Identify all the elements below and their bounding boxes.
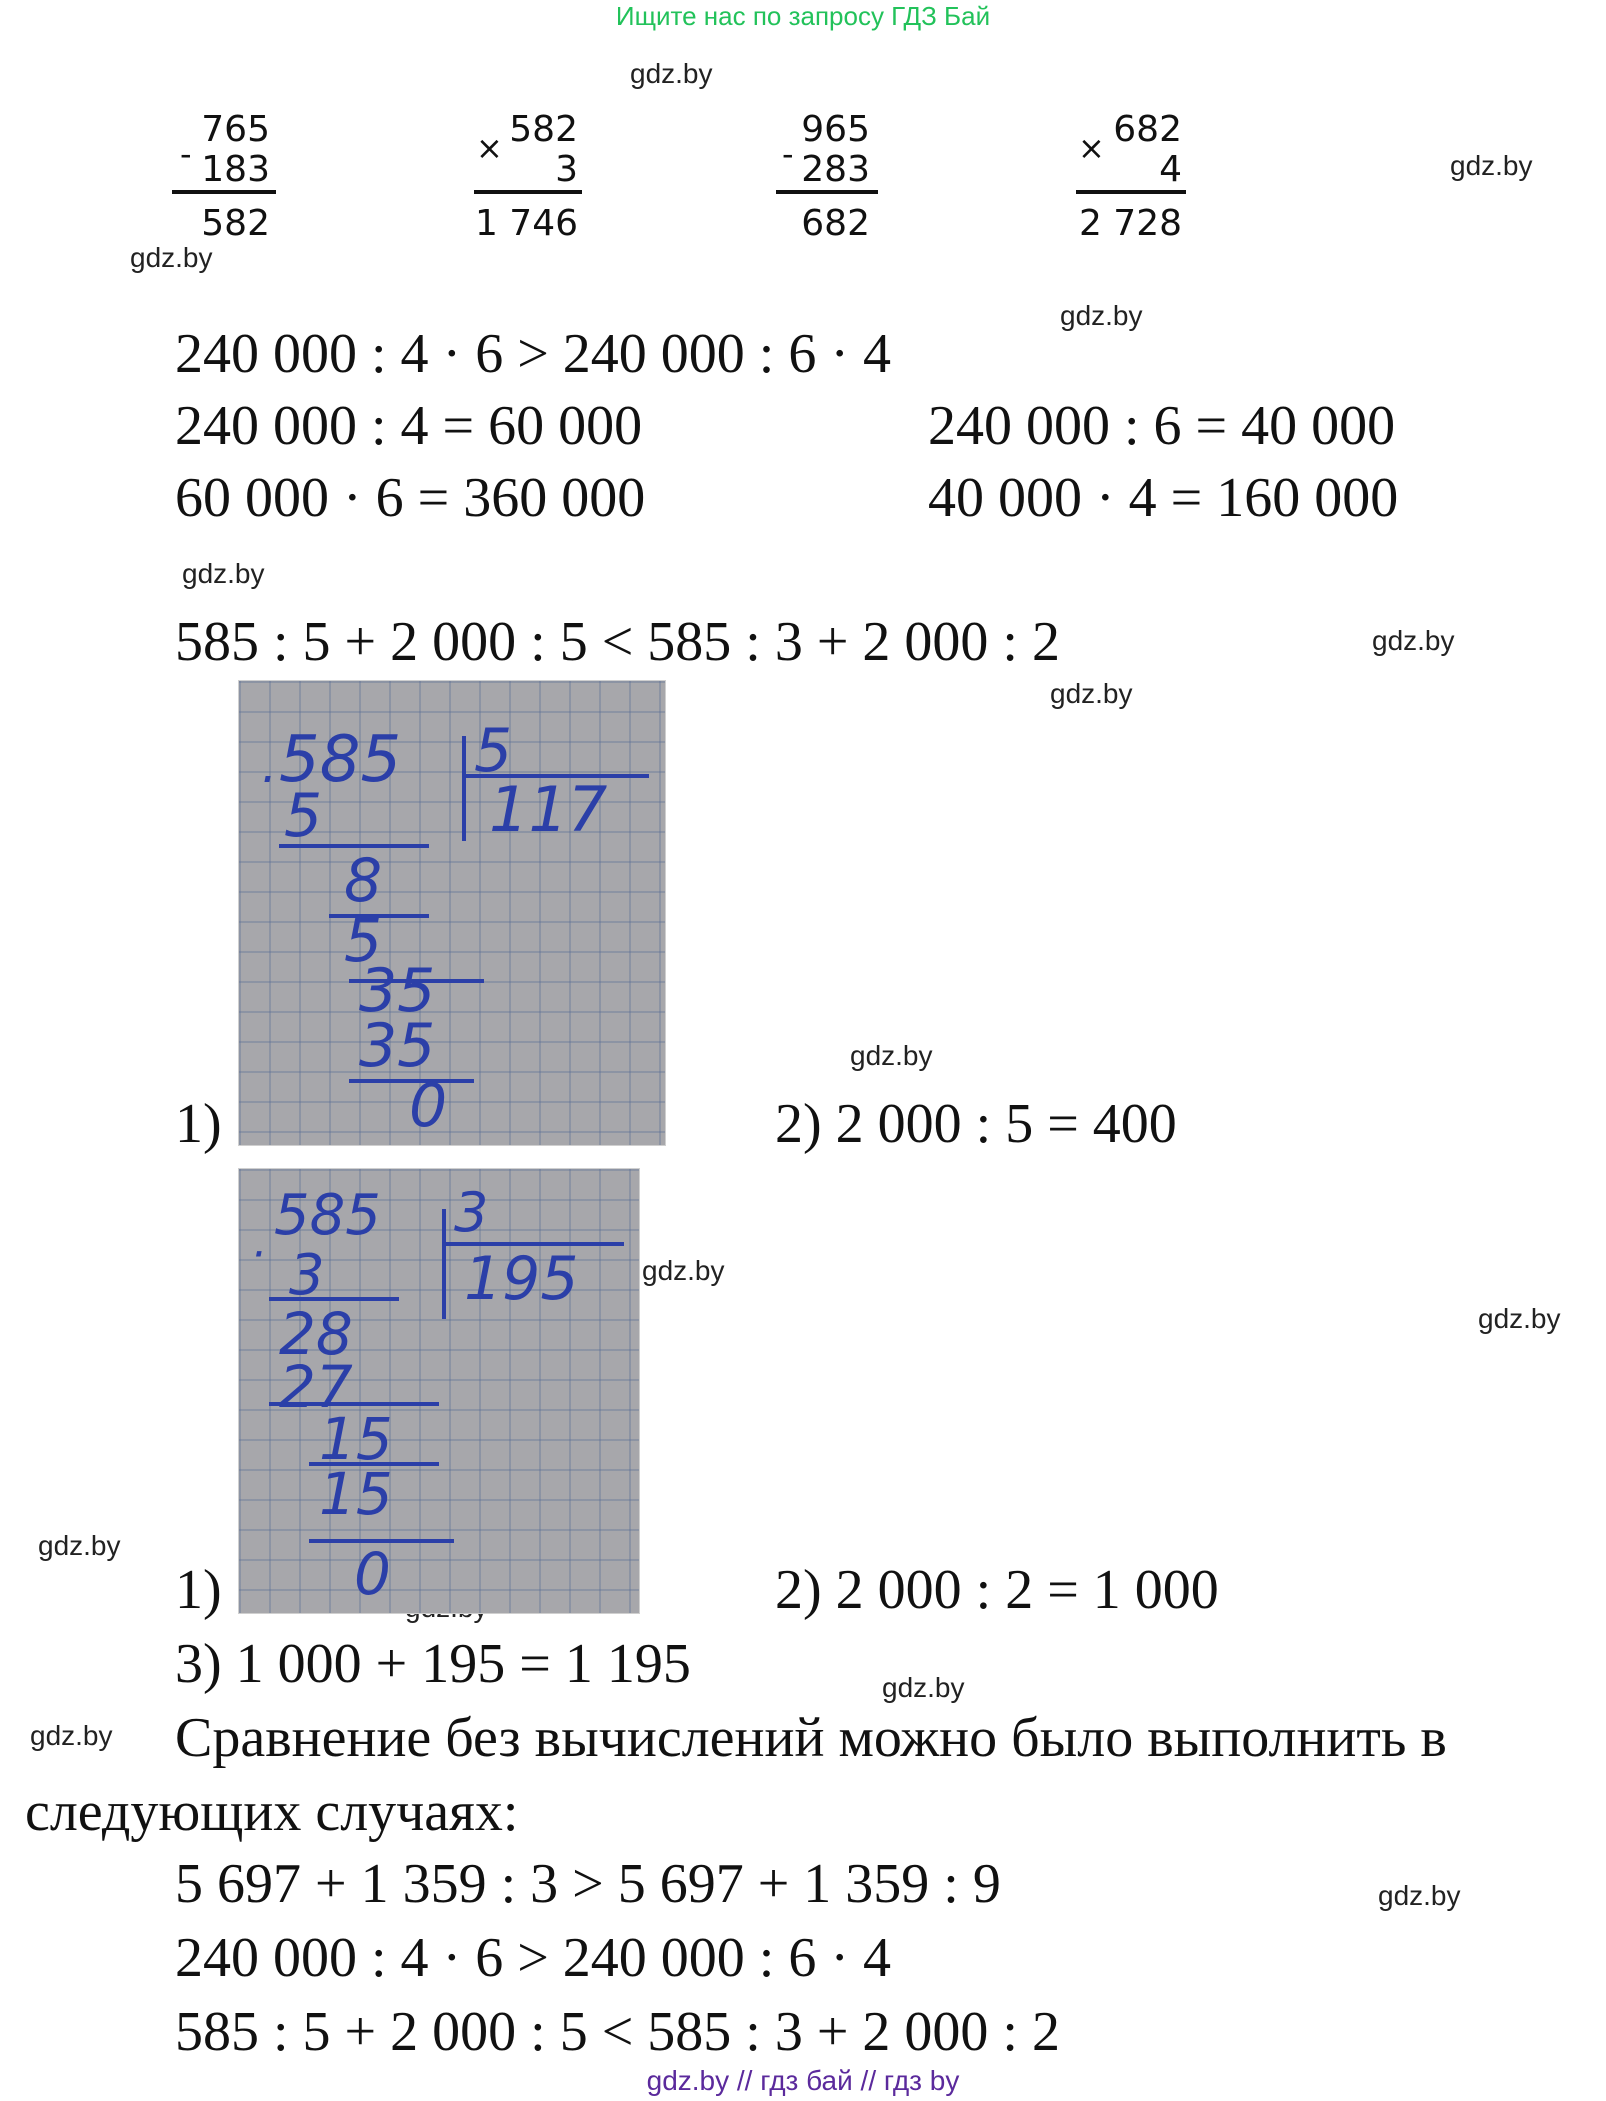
quotient: 117 xyxy=(489,773,608,846)
watermark: gdz.by xyxy=(850,1040,933,1071)
result-rule xyxy=(776,190,878,194)
operand-bottom: 4 xyxy=(1159,149,1182,190)
expression-comparison: 5 697 + 1 359 : 3 > 5 697 + 1 359 : 9 xyxy=(175,1853,1001,1915)
division-step: 28 xyxy=(279,1300,353,1368)
long-division-photo xyxy=(238,1168,640,1614)
division-step: 35 xyxy=(359,1011,436,1081)
operand-bottom: 183 xyxy=(201,149,270,190)
dividend: 585 xyxy=(279,723,402,797)
dividend: 585 xyxy=(274,1183,381,1248)
operation-result: 582 xyxy=(201,203,270,244)
calculation-line: 60 000 · 6 = 360 000 xyxy=(175,467,646,529)
watermark: gdz.by xyxy=(1378,1880,1461,1911)
watermark: gdz.by xyxy=(1050,678,1133,709)
operation-result: 1 746 xyxy=(474,203,578,244)
calculation-line: 2) 2 000 : 2 = 1 000 xyxy=(775,1559,1219,1621)
watermark: gdz.by xyxy=(182,558,265,589)
division-step: 27 xyxy=(279,1353,353,1421)
operation-sign: × xyxy=(476,129,503,167)
division-step: 8 xyxy=(344,846,383,916)
watermark: gdz.by xyxy=(882,1672,965,1703)
calculation-line: 240 000 : 4 = 60 000 xyxy=(175,395,643,457)
watermark: gdz.by xyxy=(130,242,213,273)
watermark: gdz.by xyxy=(1450,150,1533,181)
quotient: 195 xyxy=(464,1244,579,1314)
divisor: 5 xyxy=(474,716,513,786)
result-rule xyxy=(172,190,276,194)
division-step: 0 xyxy=(409,1071,448,1141)
top-banner: Ищите нас по запросу ГДЗ Бай xyxy=(615,1,991,31)
minus-sign: · xyxy=(259,752,275,808)
operand-top: 965 xyxy=(801,109,870,150)
watermark: gdz.by xyxy=(1478,1303,1561,1334)
calculation-line: 240 000 : 6 = 40 000 xyxy=(928,395,1396,457)
step-label: 1) xyxy=(175,1559,222,1621)
watermark: gdz.by xyxy=(30,1720,113,1751)
conclusion-text: Сравнение без вычислений можно было выполнить в xyxy=(175,1707,1447,1769)
operation-result: 2 728 xyxy=(1078,203,1182,244)
operand-top: 682 xyxy=(1113,109,1182,150)
calculation-line: 3) 1 000 + 195 = 1 195 xyxy=(175,1633,691,1695)
operation-sign: - xyxy=(180,135,192,173)
operand-bottom: 283 xyxy=(801,149,870,190)
expression-comparison: 585 : 5 + 2 000 : 5 < 585 : 3 + 2 000 : 2 xyxy=(175,2001,1060,2063)
minus-sign: · xyxy=(251,1229,265,1280)
watermark: gdz.by xyxy=(642,1255,725,1286)
conclusion-text: следующих случаях: xyxy=(25,1781,519,1843)
expression-comparison: 240 000 : 4 · 6 > 240 000 : 6 · 4 xyxy=(175,323,891,385)
result-rule xyxy=(1076,190,1186,194)
watermark: gdz.by xyxy=(1372,625,1455,656)
division-step: 3 xyxy=(289,1243,325,1308)
division-step: 5 xyxy=(344,906,383,976)
operation-sign: - xyxy=(782,135,794,173)
operand-bottom: 3 xyxy=(555,149,578,190)
expression-comparison: 240 000 : 4 · 6 > 240 000 : 6 · 4 xyxy=(175,1927,891,1989)
operand-top: 582 xyxy=(509,109,578,150)
watermark: gdz.by xyxy=(38,1530,121,1561)
calculation-line: 2) 2 000 : 5 = 400 xyxy=(775,1093,1177,1155)
division-step: 0 xyxy=(354,1540,391,1608)
operation-result: 682 xyxy=(801,203,870,244)
operand-top: 765 xyxy=(201,109,270,150)
divisor: 3 xyxy=(454,1181,489,1244)
division-step: 15 xyxy=(319,1460,393,1528)
calculation-line: 40 000 · 4 = 160 000 xyxy=(928,467,1399,529)
watermark: gdz.by xyxy=(630,58,713,89)
division-step: 15 xyxy=(319,1405,393,1473)
long-division-photo xyxy=(238,680,666,1146)
watermark: gdz.by xyxy=(1060,300,1143,331)
operation-sign: × xyxy=(1078,129,1105,167)
expression-comparison: 585 : 5 + 2 000 : 5 < 585 : 3 + 2 000 : 2 xyxy=(175,611,1060,673)
division-step: 5 xyxy=(284,781,323,851)
step-label: 1) xyxy=(175,1093,222,1155)
footer-links: gdz.by // гдз бай // гдз by xyxy=(646,2065,960,2096)
division-step: 35 xyxy=(359,956,436,1026)
result-rule xyxy=(474,190,582,194)
